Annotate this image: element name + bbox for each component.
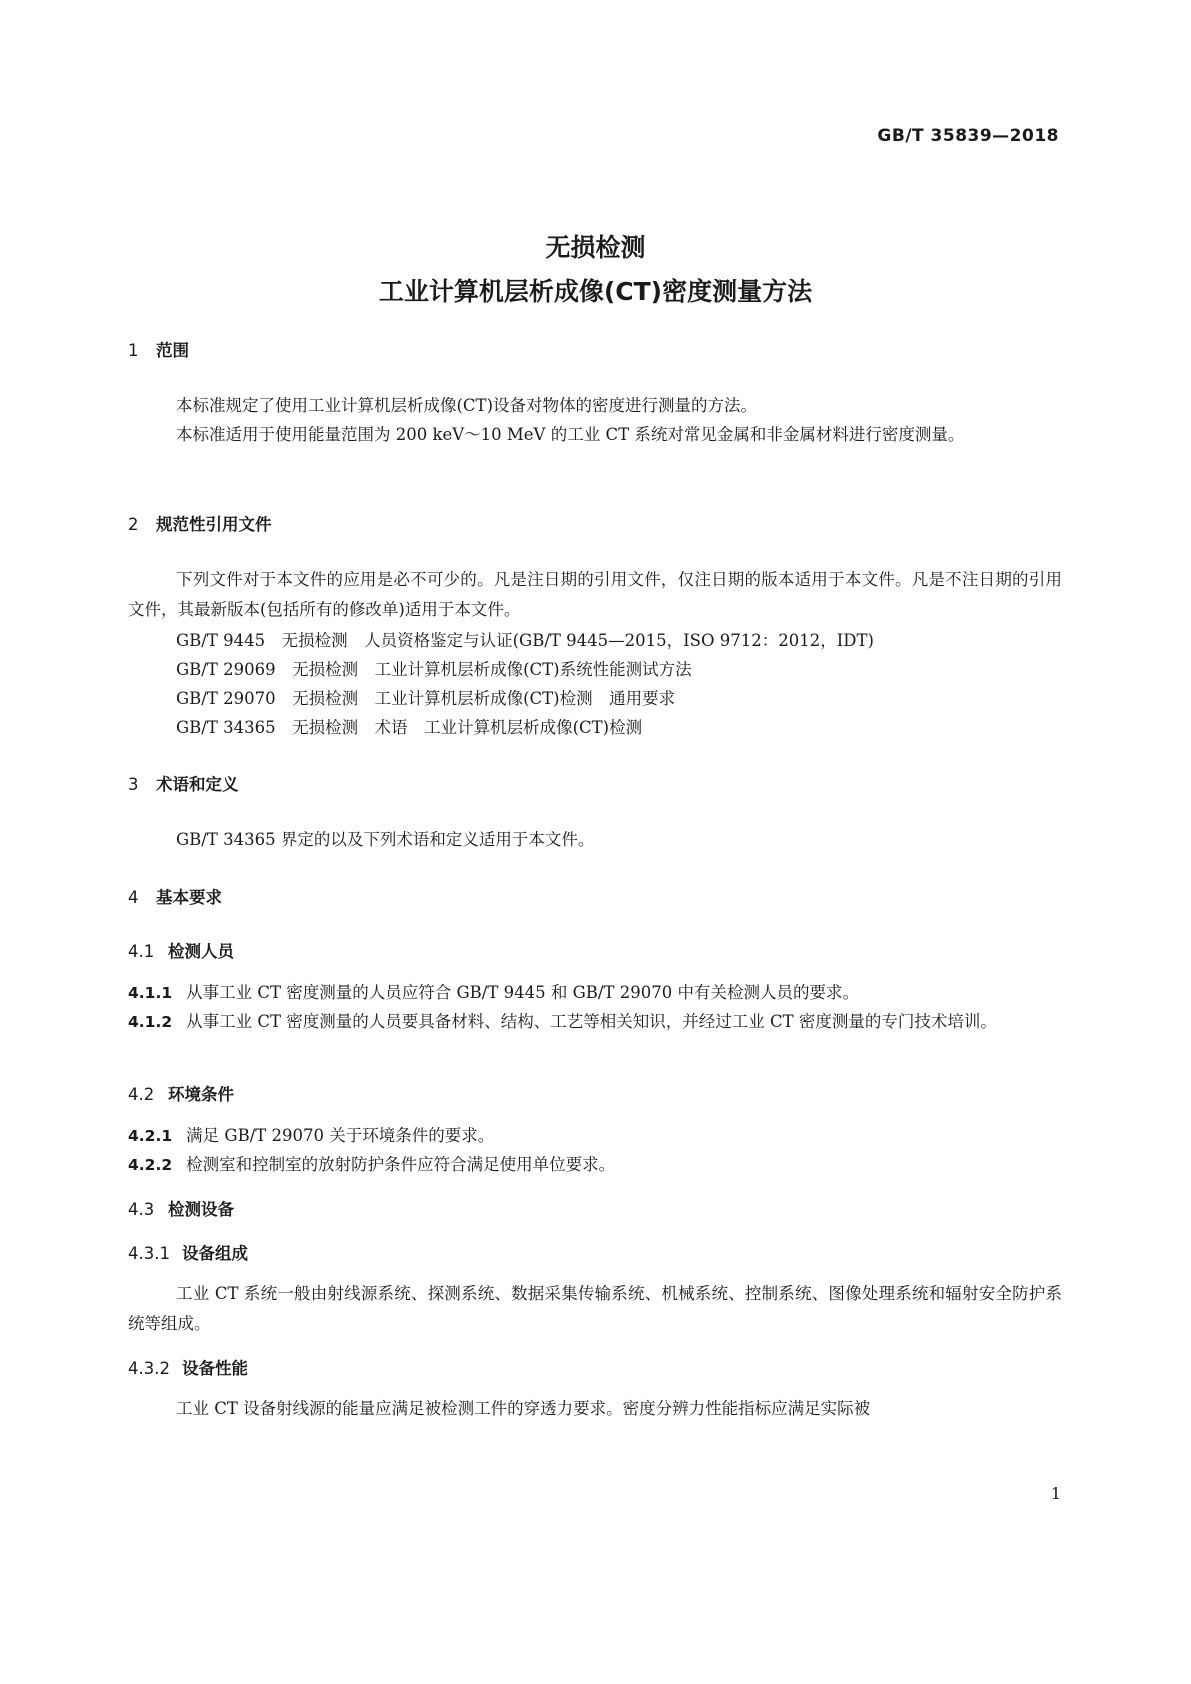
reference-item: GB/T 29070 无损检测 工业计算机层析成像(CT)检测 通用要求 [176,689,676,708]
clause-4-1-2: 4.1.2 从事工业 CT 密度测量的人员要具备材料、结构、工艺等相关知识，并经过工业 CT 密度测量的专门技术培训。 [128,1012,997,1031]
section-4-3-2-heading: 4.3.2 设备性能 [128,1359,248,1378]
section-4-3-1-heading: 4.3.1 设备组成 [128,1244,248,1263]
standard-number: GB/T 35839—2018 [877,126,1059,146]
section-1-paragraph-2: 本标准适用于使用能量范围为 200 keV～10 MeV 的工业 CT 系统对常见金属和非金属材料进行密度测量。 [176,425,965,444]
reference-item: GB/T 34365 无损检测 术语 工业计算机层析成像(CT)检测 [176,718,643,737]
section-3-paragraph-1: GB/T 34365 界定的以及下列术语和定义适用于本文件。 [176,830,595,849]
reference-item: GB/T 29069 无损检测 工业计算机层析成像(CT)系统性能测试方法 [176,660,692,679]
section-4-heading: 4 基本要求 [128,888,222,907]
clause-4-1-1: 4.1.1 从事工业 CT 密度测量的人员应符合 GB/T 9445 和 GB/T 29070 中有关检测人员的要求。 [128,983,859,1002]
document-title-line2: 工业计算机层析成像(CT)密度测量方法 [378,277,813,306]
section-3-heading: 3 术语和定义 [128,775,239,794]
section-1-paragraph-1: 本标准规定了使用工业计算机层析成像(CT)设备对物体的密度进行测量的方法。 [176,396,758,415]
clause-4-2-2: 4.2.2 检测室和控制室的放射防护条件应符合满足使用单位要求。 [128,1155,616,1174]
section-4-3-heading: 4.3 检测设备 [128,1200,234,1219]
document-title-line1: 无损检测 [545,233,646,262]
section-4-3-2-paragraph: 工业 CT 设备射线源的能量应满足被检测工件的穿透力要求。密度分辨力性能指标应满足实际被 [176,1399,871,1418]
page-number: 1 [1050,1484,1061,1503]
section-2-paragraph-1: 下列文件对于本文件的应用是必不可少的。凡是注日期的引用文件，仅注日期的版本适用于本文件。凡是不注日期的引用文件，其最新版本(包括所有的修改单)适用于本文件。 [128,570,1062,619]
section-4-1-heading: 4.1 检测人员 [128,942,234,961]
section-4-2-heading: 4.2 环境条件 [128,1085,234,1104]
reference-item: GB/T 9445 无损检测 人员资格鉴定与认证(GB/T 9445—2015，ISO 9712：2012，IDT) [176,631,874,650]
section-4-3-1-paragraph: 工业 CT 系统一般由射线源系统、探测系统、数据采集传输系统、机械系统、控制系统、图像处理系统和辐射安全防护系统等组成。 [128,1284,1062,1333]
section-1-heading: 1 范围 [128,341,189,360]
section-2-heading: 2 规范性引用文件 [128,515,272,534]
clause-4-2-1: 4.2.1 满足 GB/T 29070 关于环境条件的要求。 [128,1126,495,1145]
